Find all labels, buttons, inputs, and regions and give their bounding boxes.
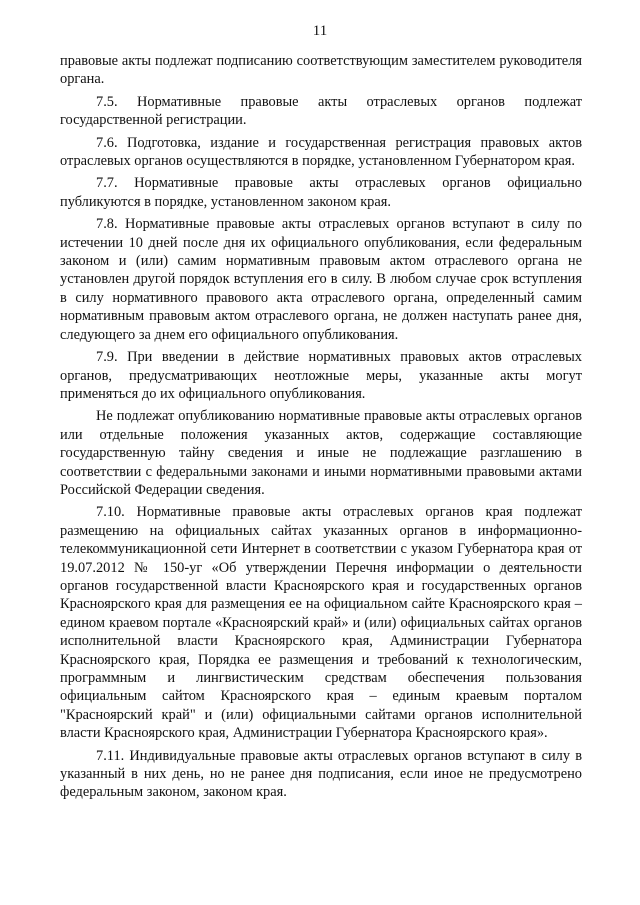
- page-number: 11: [312, 23, 328, 39]
- paragraph-7-9: 7.9. При введении в действие нормативных правовых актов отраслевых органов, предусматривающих неотложные меры, указанные акты могут применяться до их официального опубликования.: [60, 349, 582, 402]
- paragraph-7-8: 7.8. Нормативные правовые акты отраслевых органов вступают в силу по истечении 10 дней после дня их официального опубликования, если федеральным законом и (или) самим нормативным правовым актом отраслевого органа не установлен другой порядок вступления его в силу. В любом случае срок вступления в силу нормативного правового акта отраслевого органа, определенный самим нормативным правовым актом отраслевого органа, не должен наступать ранее дня, следующего за днем его официального опубликования.: [60, 216, 582, 343]
- paragraph-7-6: 7.6. Подготовка, издание и государственная регистрация правовых актов отраслевых органов осуществляются в порядке, установленном Губернатором края.: [60, 134, 582, 170]
- paragraph-7-5: 7.5. Нормативные правовые акты отраслевых органов подлежат государственной регистрации.: [60, 93, 582, 129]
- paragraph-continuation: правовые акты подлежат подписанию соответствующим заместителем руководителя органа.: [60, 53, 582, 88]
- paragraph-7-7: 7.7. Нормативные правовые акты отраслевых органов официально публикуются в порядке, установленном законом края.: [60, 175, 582, 210]
- paragraph-7-10: 7.10. Нормативные правовые акты отраслевых органов края подлежат размещению на официальных сайтах указанных органов в информационно-телекоммуникационной сети Интернет в соответствии с указом Губернатора края от 19.07.2012 № 150-уг «Об утверждении Перечня информации о деятельности органов государственной власти Красноярского края и государственных органов Красноярского края для размещения ее на официальном сайте Красноярского края – едином краевом портале «Красноярский край» и (или) официальных сайтах органов исполнительной власти Красноярского края, Администрации Губернатора Красноярского края, Порядка ее размещения и требований к технологическим, программным и лингвистическим средствам обеспечения пользования официальным сайтом Красноярского края – единым краевым порталом "Красноярский край" и (или) официальными сайтами органов исполнительной власти Красноярского края, Администрации Губернатора Красноярского края».: [60, 504, 582, 742]
- paragraph-7-9-secret: Не подлежат опубликованию нормативные правовые акты отраслевых органов или отдельные положения указанных актов, содержащие составляющие государственную тайну сведения и иные не подлежащие разглашению в соответствии с федеральными законами и иными нормативными правовыми актами Российской Федерации сведения.: [60, 408, 582, 498]
- document-body: [60, 52, 582, 806]
- paragraph-7-11: 7.11. Индивидуальные правовые акты отраслевых органов вступают в силу в указанный в них день, но не ранее дня подписания, если иное не предусмотрено федеральным законом, законом края.: [60, 747, 582, 801]
